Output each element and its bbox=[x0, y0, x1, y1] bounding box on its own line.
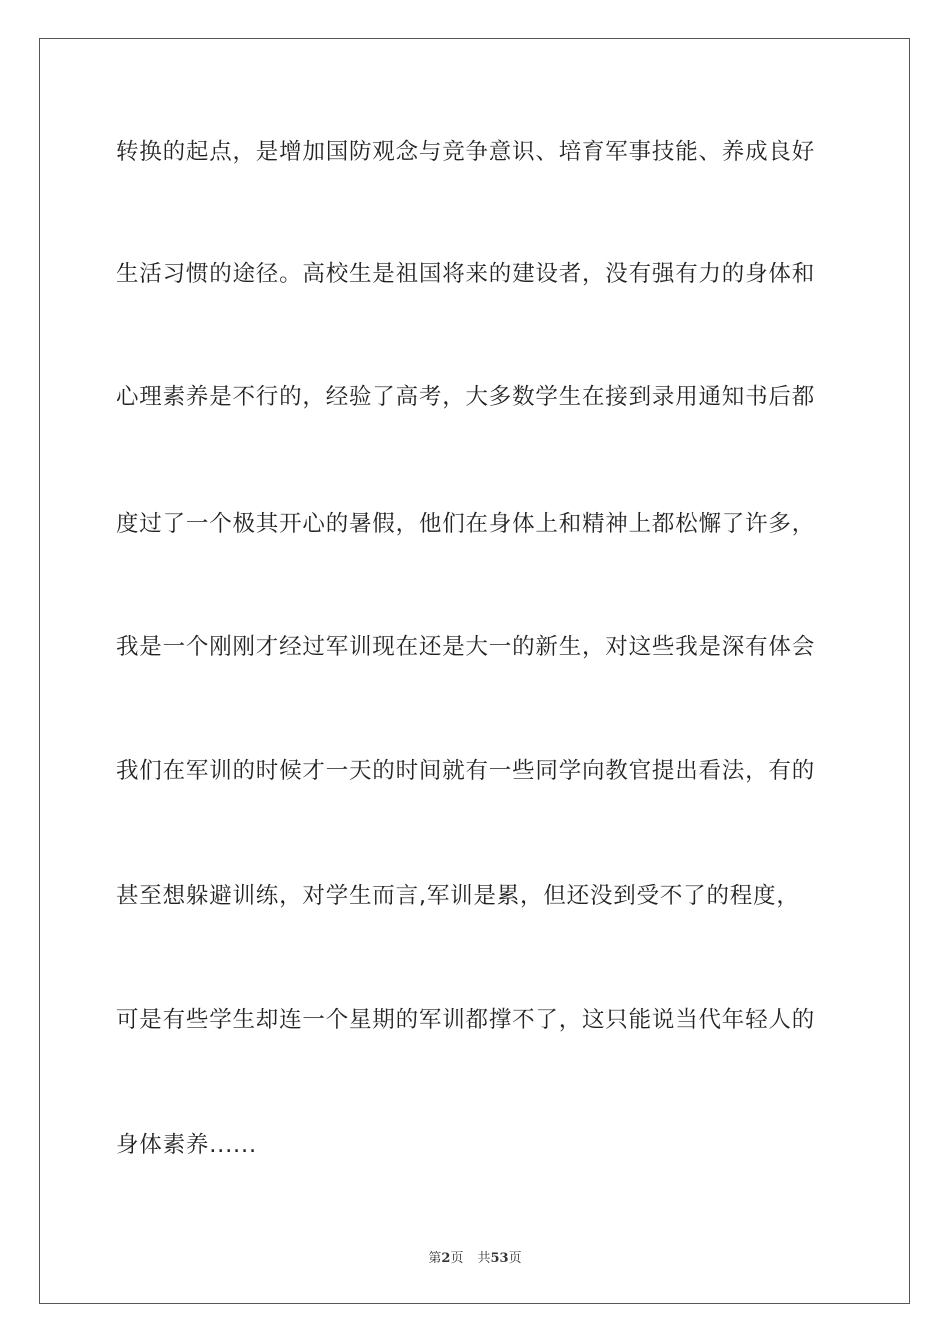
footer-total-prefix: 共 bbox=[477, 1251, 491, 1266]
paragraph-line: 我们在军训的时候才一天的时间就有一些同学向教官提出看法，有的 bbox=[116, 758, 816, 784]
page-border bbox=[39, 38, 910, 1304]
paragraph-line: 生活习惯的途径。高校生是祖国将来的建设者，没有强有力的身体和 bbox=[116, 261, 816, 287]
footer-page-number: 2 bbox=[441, 1251, 451, 1266]
paragraph-line: 身体素养...... bbox=[116, 1132, 257, 1158]
footer-total-suffix: 页 bbox=[508, 1251, 522, 1266]
paragraph-line: 可是有些学生却连一个星期的军训都撑不了，这只能说当代年轻人的 bbox=[116, 1007, 816, 1033]
paragraph-line: 心理素养是不行的，经验了高考，大多数学生在接到录用通知书后都 bbox=[116, 384, 816, 410]
paragraph-line: 度过了一个极其开心的暑假，他们在身体上和精神上都松懈了许多， bbox=[116, 511, 816, 537]
paragraph-line: 我是一个刚刚才经过军训现在还是大一的新生，对这些我是深有体会 bbox=[116, 634, 816, 660]
footer-page-suffix: 页 bbox=[450, 1251, 464, 1266]
footer-total-pages: 53 bbox=[490, 1251, 509, 1266]
paragraph-line: 甚至想躲避训练，对学生而言,军训是累，但还没到受不了的程度， bbox=[116, 883, 800, 909]
paragraph-line: 转换的起点，是增加国防观念与竞争意识、培育军事技能、养成良好 bbox=[116, 139, 816, 165]
footer-page-prefix: 第 bbox=[428, 1251, 442, 1266]
page-footer bbox=[0, 1247, 950, 1266]
